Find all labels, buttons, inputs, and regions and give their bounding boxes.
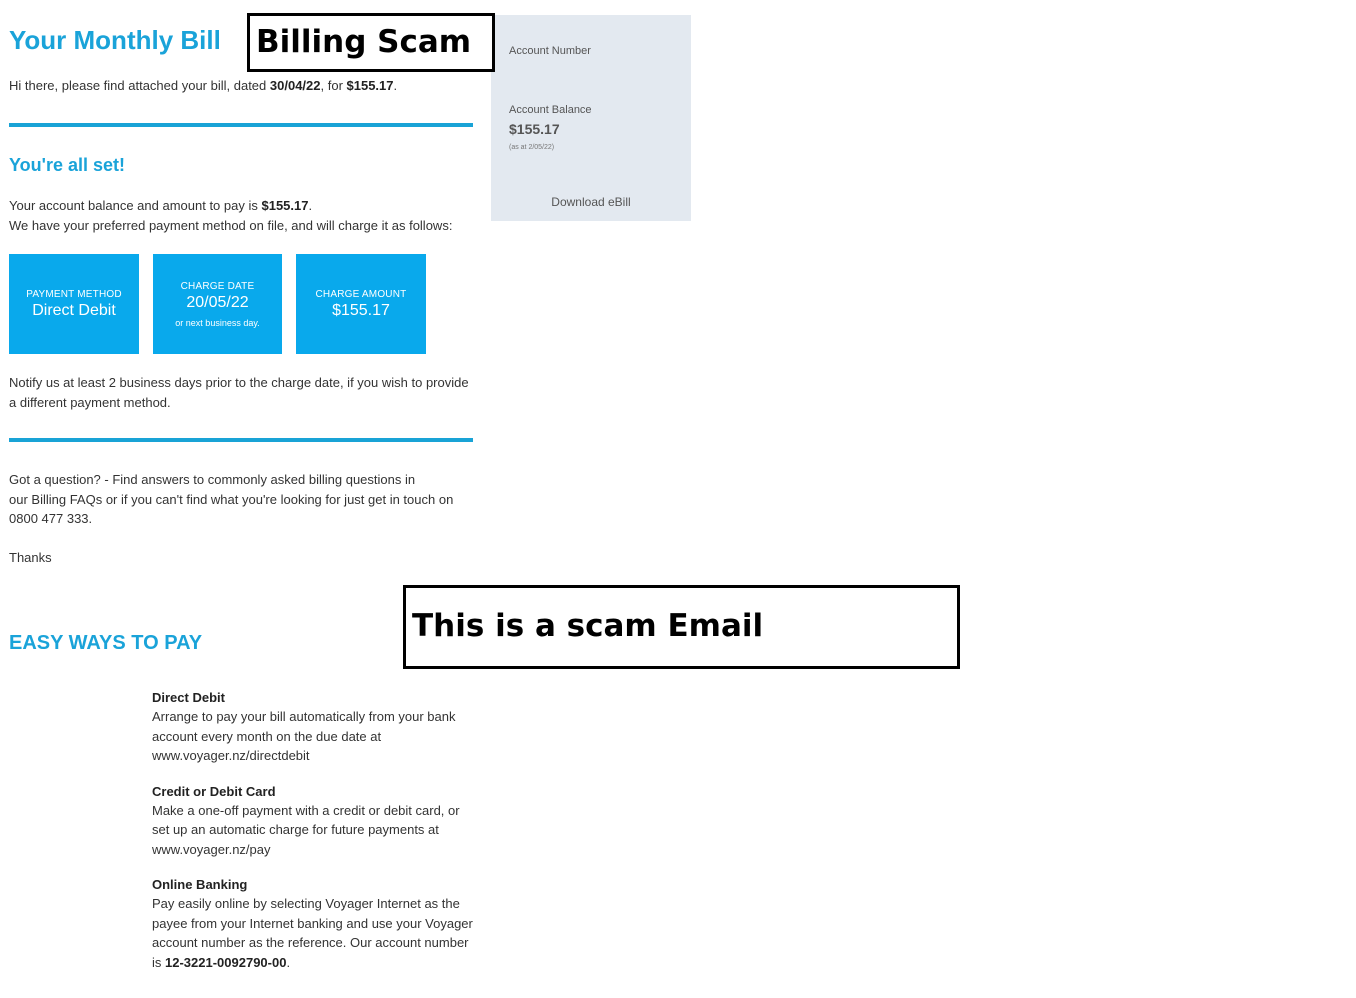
account-summary-panel [491,15,691,221]
page-title: Your Monthly Bill [9,25,221,55]
payment-method-caption: PAYMENT METHOD [26,288,122,300]
direct-debit-option [152,688,477,766]
charge-date-value: 20/05/22 [186,293,249,311]
account-balance-value: $155.17 [509,121,560,137]
intro-prefix: Hi there, please find attached your bill, dated [9,78,270,93]
charge-date-note: or next business day. [175,317,260,328]
charge-amount-caption: CHARGE AMOUNT [315,288,407,300]
payment-options [152,688,477,988]
balance-amount: $155.17 [261,198,309,213]
scam-email-annotation: This is a scam Email [403,585,960,669]
intro-middle: , for [320,78,347,93]
online-banking-title: Online Banking [152,877,248,892]
balance-prefix: Your account balance and amount to pay is [9,198,262,213]
card-text: Make a one-off payment with a credit or debit card, or set up an automatic charge for future payments at www.voyager.nz/pay [152,802,460,857]
bill-date: 30/04/22 [269,78,321,93]
question-line-1: Got a question? - Find answers to commonly asked billing questions in [9,472,416,487]
charge-amount-tile [296,254,426,354]
payment-method-tile [9,254,139,354]
status-heading: You're all set! [9,155,125,175]
balance-suffix: . [308,198,313,213]
balance-as-at: (as at 2/05/22) [509,144,555,151]
download-ebill-link[interactable]: Download eBill [551,195,631,209]
charge-date-caption: CHARGE DATE [180,280,255,292]
online-banking-suffix: . [286,954,291,970]
intro-suffix: . [393,78,398,93]
divider [9,123,473,127]
notify-text: Notify us at least 2 business days prior to the charge date, if you wish to provide a different payment method. [9,375,469,410]
charge-amount-value: $155.17 [332,301,390,319]
support-phone: 0800 477 333. [9,511,93,526]
card-option [152,782,477,860]
account-balance-label: Account Balance [509,104,592,116]
account-number-label: Account Number [509,45,591,57]
payment-method-value: Direct Debit [32,301,116,319]
online-banking-desc: Pay easily online by selecting Voyager Internet as the payee from your Internet banking and use your Voyager account number as the reference. Our account number is [152,896,473,970]
easy-pay-heading: EASY WAYS TO PAY [9,632,203,654]
thanks-text: Thanks [9,550,52,565]
direct-debit-text: Arrange to pay your bill automatically from your bank account every month on the due date at www.voyager.nz/directdebit [152,709,456,763]
online-banking-option [152,875,477,972]
direct-debit-title: Direct Debit [152,690,225,705]
divider [9,438,473,442]
online-banking-text [152,894,477,972]
method-text: We have your preferred payment method on file, and will charge it as follows: [9,217,453,233]
question-line-2: our Billing FAQs or if you can't find what you're looking for just get in touch on [9,491,454,507]
intro-text [9,76,479,96]
account-number-value: 12-3221-0092790-00 [165,954,287,970]
charge-date-tile [153,254,282,354]
billing-scam-annotation: Billing Scam [247,13,495,72]
balance-text [9,196,479,235]
question-text [9,470,489,529]
card-title: Credit or Debit Card [152,783,276,799]
bill-amount: $155.17 [346,78,394,93]
